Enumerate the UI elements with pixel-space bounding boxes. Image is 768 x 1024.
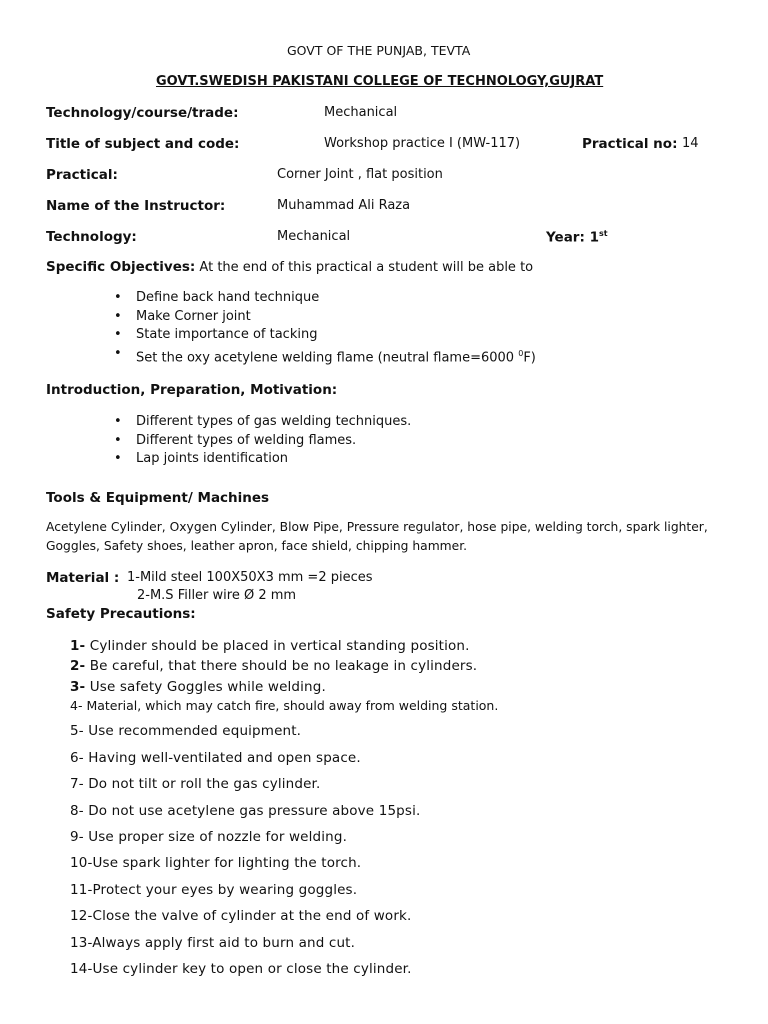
safety-item: 10-Use spark lighter for lighting the torch. xyxy=(70,855,362,871)
bullet-icon: • xyxy=(114,308,122,324)
material-label: Material : xyxy=(46,570,120,586)
bullet-icon: • xyxy=(114,345,122,361)
college-name: GOVT.SWEDISH PAKISTANI COLLEGE OF TECHNOLOGY,GUJRAT xyxy=(156,74,604,89)
bullet-icon: • xyxy=(114,451,122,466)
list-item: • Different types of welding flames. xyxy=(114,432,411,451)
safety-item: 14-Use cylinder key to open or close the cylinder. xyxy=(70,961,412,977)
instructor-label: Name of the Instructor: xyxy=(46,198,226,214)
practical-no-label: Practical no: xyxy=(582,136,678,152)
technology-course-value: Mechanical xyxy=(324,105,398,120)
bullet-icon: • xyxy=(114,290,122,305)
practical-no-value: 14 xyxy=(682,136,699,151)
safety-item: 6- Having well-ventilated and open space. xyxy=(70,750,361,766)
safety-item: 13-Always apply first aid to burn and cut. xyxy=(70,935,356,951)
practical-value: Corner Joint , flat position xyxy=(277,167,443,182)
safety-item: 5- Use recommended equipment. xyxy=(70,723,302,739)
safety-item: 11-Protect your eyes by wearing goggles. xyxy=(70,882,358,898)
objectives-label: Specific Objectives: xyxy=(46,259,196,275)
list-item: • State importance of tacking xyxy=(114,326,536,345)
safety-item: 9- Use proper size of nozzle for welding. xyxy=(70,829,348,845)
introduction-heading: Introduction, Preparation, Motivation: xyxy=(46,382,338,398)
instructor-value: Muhammad Ali Raza xyxy=(277,198,411,213)
year-value: 1 xyxy=(589,229,599,246)
list-item: • Set the oxy acetylene welding flame (neutral flame=6000 $^0$F) xyxy=(114,345,536,365)
year-suffix: st xyxy=(598,229,608,238)
safety-item: 3- Use safety Goggles while welding. xyxy=(70,679,326,695)
bullet-icon: • xyxy=(114,327,122,342)
technology-course-label: Technology/course/trade: xyxy=(46,105,239,121)
objectives-list xyxy=(114,289,536,363)
year-field xyxy=(546,229,608,246)
list-item: • Make Corner joint xyxy=(114,308,536,327)
technology-value: Mechanical xyxy=(277,229,351,244)
tools-heading: Tools & Equipment/ Machines xyxy=(46,490,270,506)
safety-item: 2- Be careful, that there should be no leakage in cylinders. xyxy=(70,658,478,674)
subject-title-value: Workshop practice I (MW-117) xyxy=(324,136,521,151)
safety-heading: Safety Precautions: xyxy=(46,606,196,622)
material-line-1: 1-Mild steel 100X50X3 mm =2 pieces xyxy=(127,570,373,585)
safety-item: 4- Material, which may catch fire, should away from welding station. xyxy=(70,698,499,713)
tools-line-2: Goggles, Safety shoes, leather apron, face shield, chipping hammer. xyxy=(46,539,468,553)
subject-title-label: Title of subject and code: xyxy=(46,136,240,152)
bullet-icon: • xyxy=(114,414,122,429)
material-line-2: 2-M.S Filler wire Ø 2 mm xyxy=(137,588,297,603)
safety-item: 8- Do not use acetylene gas pressure above 15psi. xyxy=(70,803,421,819)
specific-objectives xyxy=(46,259,533,275)
objectives-intro: At the end of this practical a student will be able to xyxy=(199,260,534,275)
practical-label: Practical: xyxy=(46,167,118,183)
bullet-icon: • xyxy=(114,432,122,448)
introduction-list xyxy=(114,413,411,469)
year-label: Year: xyxy=(546,229,585,246)
safety-item: 7- Do not tilt or roll the gas cylinder. xyxy=(70,776,321,792)
list-item: • Different types of gas welding techniques. xyxy=(114,413,411,432)
list-item: • Define back hand technique xyxy=(114,289,536,308)
list-item: • Lap joints identification xyxy=(114,450,411,469)
safety-item: 12-Close the valve of cylinder at the end of work. xyxy=(70,908,412,924)
safety-item: 1- Cylinder should be placed in vertical standing position. xyxy=(70,638,470,654)
technology-label: Technology: xyxy=(46,229,137,245)
department-header: GOVT OF THE PUNJAB, TEVTA xyxy=(287,43,471,58)
tools-line-1: Acetylene Cylinder, Oxygen Cylinder, Blow Pipe, Pressure regulator, hose pipe, welding torch, spark lighter, xyxy=(46,520,708,534)
